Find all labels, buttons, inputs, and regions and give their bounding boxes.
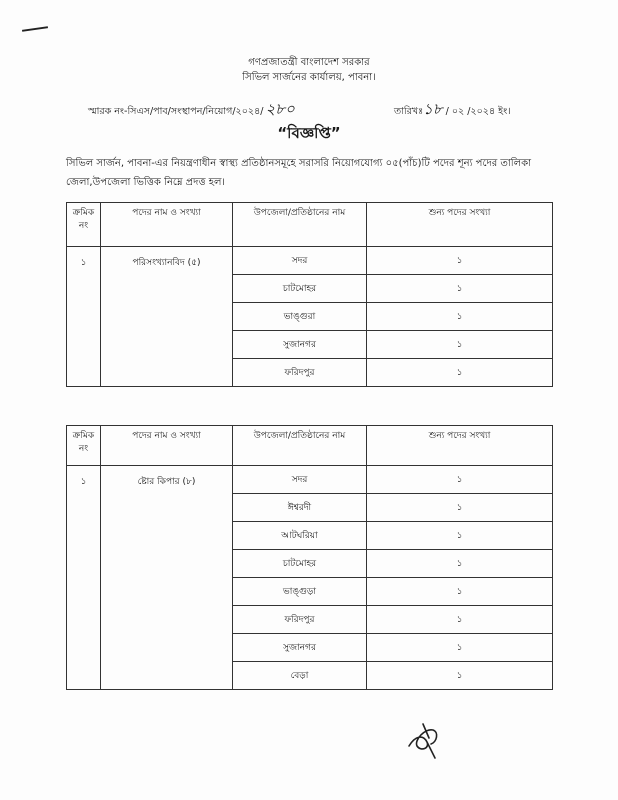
count-cell: ১ [367, 303, 553, 331]
col-header-serial: ক্রমিক নং [67, 426, 101, 466]
pen-mark [22, 26, 48, 32]
col-header-vacancy: শুন্য পদের সংখ্যা [367, 203, 553, 247]
header-government: গণপ্রজাতন্ত্রী বাংলাদেশ সরকার [248, 57, 370, 68]
notice-paragraph: সিভিল সার্জন, পাবনা-এর নিয়ন্ত্রণাধীন স্বাস্থ্য প্রতিষ্ঠানসমূহে সরাসরি নিয়োগযোগ্য ০৫(পাঁচ)টি পদের শূন্য পদের তালিকা জেলা,উপজেলা ভিত্তিক নিম্নে প্রদত্ত হল। [66, 158, 532, 188]
upazila-cell: ভাঙ্গুড়া [233, 578, 367, 606]
count-cell: ১ [367, 606, 553, 634]
count-cell: ১ [367, 359, 553, 387]
col-header-upazila: উপজেলা/প্রতিষ্ঠানের নাম [233, 426, 367, 466]
vacancy-table-statistician [66, 202, 553, 387]
upazila-cell: সুজানগর [233, 331, 367, 359]
count-cell: ১ [367, 578, 553, 606]
date-label: তারিখঃ [394, 106, 424, 117]
upazila-cell: চাটমোহর [233, 275, 367, 303]
col-header-post: পদের নাম ও সংখ্যা [101, 203, 233, 247]
count-cell: ১ [367, 331, 553, 359]
memo-ref-handwritten: ২৮০ [265, 100, 295, 118]
upazila-cell: সদর [233, 247, 367, 275]
count-cell: ১ [367, 550, 553, 578]
upazila-cell: সুজানগর [233, 634, 367, 662]
memo-date [394, 98, 511, 123]
count-cell: ১ [367, 466, 553, 494]
table-row [67, 247, 553, 275]
post-cell: ষ্টোর কিপার (৮) [101, 466, 233, 690]
col-header-upazila: উপজেলা/প্রতিষ্ঠানের নাম [233, 203, 367, 247]
vacancy-table-storekeeper [66, 425, 553, 690]
count-cell: ১ [367, 247, 553, 275]
memo-ref-text: স্মারক নং-সিএস/পাব/সংস্থাপন/নিয়োগ/২০২৪/ [88, 106, 264, 117]
post-cell: পরিসংখ্যানবিদ (৫) [101, 247, 233, 387]
count-cell: ১ [367, 522, 553, 550]
upazila-cell: আটঘরিয়া [233, 522, 367, 550]
col-header-serial: ক্রমিক নং [67, 203, 101, 247]
col-header-post: পদের নাম ও সংখ্যা [101, 426, 233, 466]
table-header-row [67, 426, 553, 466]
upazila-cell: ভাঙ্গুরা [233, 303, 367, 331]
count-cell: ১ [367, 662, 553, 690]
col-header-vacancy: শুন্য পদের সংখ্যা [367, 426, 553, 466]
table-row [67, 466, 553, 494]
upazila-cell: ঈশ্বরদী [233, 494, 367, 522]
table-header-row [67, 203, 553, 247]
upazila-cell: চাটমোহর [233, 550, 367, 578]
date-handwritten: ১৮ [423, 100, 443, 118]
upazila-cell: সদর [233, 466, 367, 494]
count-cell: ১ [367, 634, 553, 662]
handwritten-signature [405, 716, 445, 762]
memo-number [88, 98, 295, 123]
serial-cell: ১ [67, 247, 101, 387]
upazila-cell: ফরিদপুর [233, 359, 367, 387]
upazila-cell: ফরিদপুর [233, 606, 367, 634]
count-cell: ১ [367, 275, 553, 303]
serial-cell: ১ [67, 466, 101, 690]
count-cell: ১ [367, 494, 553, 522]
date-rest: / ০২ /২০২৪ ইং। [445, 106, 511, 117]
notice-title: “বিজ্ঞপ্তি” [277, 124, 341, 142]
upazila-cell: বেড়া [233, 662, 367, 690]
header-office: সিভিল সার্জনের কার্যালয়, পাবনা। [242, 72, 376, 83]
